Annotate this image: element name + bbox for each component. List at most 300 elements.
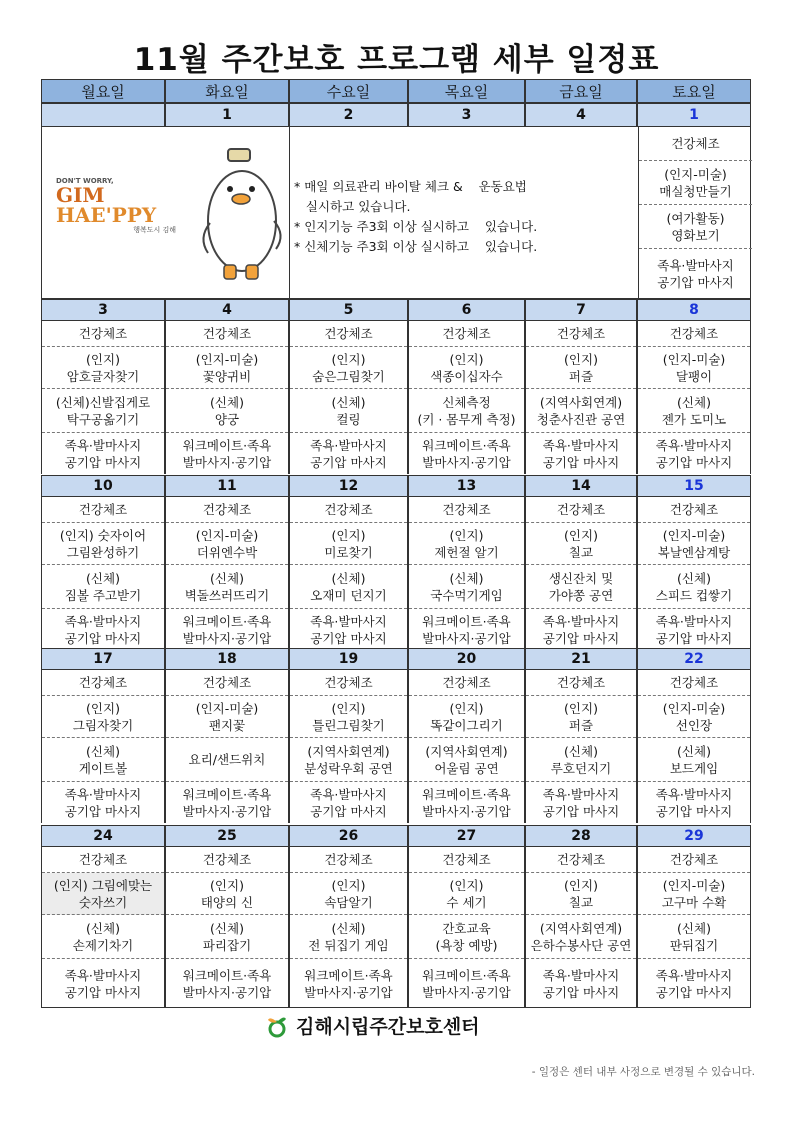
cell-text: 워크메이트·족욕: [422, 967, 511, 983]
cell-text: 워크메이트·족욕: [422, 437, 511, 453]
massage-entry: [638, 609, 750, 650]
exercise-entry: [638, 321, 750, 347]
physical-entry: [409, 915, 524, 959]
cell-text: 공기압 마사지: [310, 454, 387, 470]
cell-text: (인지-미술): [664, 166, 727, 182]
cell-text: (신체): [449, 570, 484, 586]
cognitive-entry: [638, 873, 750, 915]
cell-text: (인지-미술): [195, 700, 259, 716]
cell-text: 발마사지·공기압: [422, 984, 511, 1000]
cell-text: 요리/샌드위치: [188, 752, 266, 767]
cell-text: 건강체조: [202, 675, 252, 690]
cell-text: 틀린그림찾기: [312, 717, 385, 733]
cell-text: 파리잡기: [202, 937, 252, 953]
cognitive-entry: [409, 523, 524, 565]
day-header: 월요일: [41, 79, 165, 103]
cell-text: 제헌절 알기: [434, 544, 499, 560]
cell-text: 고구마 수확: [661, 894, 727, 910]
notes-block: [294, 177, 537, 257]
day-cell: [637, 670, 751, 823]
cell-text: 족욕·발마사지: [542, 967, 620, 983]
cell-text: 발마사지·공기압: [182, 803, 272, 819]
massage-entry: [409, 782, 524, 823]
cell-text: 공기압 마사지: [655, 984, 733, 1000]
massage-entry: [166, 433, 288, 474]
cell-text: 공기압 마사지: [64, 454, 142, 470]
exercise-entry: [409, 497, 524, 523]
cell-text: (지역사회연계): [539, 920, 623, 936]
day-cell: [165, 497, 289, 650]
date-number: 15: [637, 475, 751, 497]
date-number: [41, 103, 165, 127]
cell-text: (신체): [86, 743, 120, 759]
cognitive-entry: [638, 523, 750, 565]
cell-text: 건강체조: [442, 852, 491, 867]
date-number: 2: [289, 103, 408, 127]
cognitive-entry: [638, 696, 750, 738]
cognitive-entry: [42, 873, 164, 915]
cell-text: 퍼즐: [568, 717, 594, 733]
cell-text: (여가활동): [666, 210, 725, 226]
cell-text: (인지-미술): [662, 877, 726, 893]
date-number: 10: [41, 475, 165, 497]
cognitive-entry: [166, 696, 288, 738]
massage-entry: [409, 959, 524, 1008]
day-header: 화요일: [165, 79, 289, 103]
cell-text: 더위엔수박: [196, 544, 258, 560]
cell-text: 오재미 던지기: [310, 587, 387, 603]
massage-entry: [526, 609, 636, 650]
cell-text: 건강체조: [202, 502, 252, 517]
cell-text: 청춘사진관 공연: [536, 411, 626, 427]
physical-entry: [166, 738, 288, 782]
exercise-entry: [290, 321, 407, 347]
cell-text: (인지): [210, 877, 244, 893]
cell-text: 워크메이트·족욕: [182, 437, 272, 453]
exercise-entry: [638, 847, 750, 873]
cell-text: 신체측정: [442, 394, 491, 410]
cell-text: 건강체조: [202, 852, 252, 867]
logo-panel: [42, 127, 290, 298]
physical-entry: [526, 915, 636, 959]
massage-entry: [638, 782, 750, 823]
cell-text: (인지-미술): [662, 527, 726, 543]
cell-text: 가야쫑 공연: [548, 587, 614, 603]
date-number: 26: [289, 825, 408, 847]
massage-entry: [526, 433, 636, 474]
cell-text: 간호교육: [442, 920, 491, 936]
physical-entry: [638, 915, 750, 959]
cell-text: 건강체조: [78, 675, 128, 690]
cognitive-entry: [526, 873, 636, 915]
cell-text: 건강체조: [556, 675, 606, 690]
cognitive-entry: [166, 873, 288, 915]
physical-entry: [42, 915, 164, 959]
physical-entry: [166, 915, 288, 959]
date-number: 4: [525, 103, 637, 127]
cell-text: 건강체조: [202, 326, 252, 341]
day-header: 수요일: [289, 79, 408, 103]
date-number: 3: [408, 103, 525, 127]
physical-entry: [290, 915, 407, 959]
day-cell: [525, 847, 637, 1008]
disclaimer: - 일정은 센터 내부 사정으로 변경될 수 있습니다.: [531, 1066, 755, 1078]
cell-text: (인지-미술): [195, 527, 259, 543]
exercise-entry: [409, 670, 524, 696]
cell-text: (신체): [677, 743, 711, 759]
physical-entry: [409, 738, 524, 782]
cell-text: 건강체조: [556, 852, 606, 867]
exercise-entry: [42, 847, 164, 873]
cell-text: 공기압 마사지: [655, 630, 733, 646]
cognitive-entry: [526, 347, 636, 389]
cell-text: (신체)신발집게로: [55, 394, 151, 410]
note-line: 실시하고 있습니다.: [294, 199, 411, 214]
massage-entry: [166, 959, 288, 1008]
cell-text: 스피드 컵쌓기: [655, 587, 733, 603]
day-cell: [637, 321, 751, 474]
date-number: 29: [637, 825, 751, 847]
cell-text: (인지): [449, 351, 484, 367]
exercise-entry: [166, 497, 288, 523]
cell-text: 컬링: [336, 411, 361, 427]
cell-text: 짐볼 주고받기: [64, 587, 142, 603]
cell-text: (인지): [449, 527, 484, 543]
exercise-entry: [290, 497, 407, 523]
day-cell: [525, 497, 637, 650]
exercise-entry: [166, 321, 288, 347]
cell-text: 족욕·발마사지: [655, 786, 733, 802]
cell-text: (인지): [331, 351, 366, 367]
cell-text: (지역사회연계): [307, 743, 390, 759]
cell-text: 워크메이트·족욕: [182, 967, 272, 983]
cell-text: 선인장: [675, 717, 713, 733]
cell-text: (신체): [210, 570, 244, 586]
cell-text: 족욕·발마사지: [657, 258, 734, 273]
massage-entry: [290, 782, 407, 823]
cell-text: 보드게임: [669, 760, 719, 776]
physical-entry: [526, 738, 636, 782]
cell-text: (신체): [86, 570, 120, 586]
cell-text: 달팽이: [675, 368, 713, 384]
date-number: 1: [165, 103, 289, 127]
day-cell: [41, 321, 165, 474]
date-number: 12: [289, 475, 408, 497]
cell-text: (인지): [86, 700, 120, 716]
date-number: 24: [41, 825, 165, 847]
cell-text: (신체): [331, 570, 366, 586]
date-number: 20: [408, 648, 525, 670]
cell-text: (인지-미술): [195, 351, 259, 367]
cell-text: 루호던지기: [550, 760, 612, 776]
cell-text: 젠가 도미노: [661, 411, 727, 427]
date-number: 6: [408, 299, 525, 321]
cell-text: 건강체조: [669, 326, 719, 341]
physical-entry: [638, 565, 750, 609]
physical-entry: [526, 565, 636, 609]
cell-text: 양궁: [214, 411, 240, 427]
cell-text: 족욕·발마사지: [542, 613, 620, 629]
cell-text: (신체): [86, 920, 120, 936]
day-cell: [289, 670, 408, 823]
logo-subtitle: 행복도시 김해: [133, 226, 176, 234]
physical-entry: [409, 389, 524, 433]
date-number: 27: [408, 825, 525, 847]
cell-text: 공기압 마사지: [310, 630, 387, 646]
note-line: * 매일 의료관리 바이탈 체크 & 운동요법: [294, 179, 527, 194]
cognitive-entry: [166, 523, 288, 565]
cell-text: 건강체조: [324, 502, 373, 517]
cell-text: (인지): [86, 351, 120, 367]
physical-entry: [42, 738, 164, 782]
center-logo: [266, 1012, 480, 1039]
date-number: 1: [637, 103, 751, 127]
cell-text: 족욕·발마사지: [542, 437, 620, 453]
date-number: 4: [165, 299, 289, 321]
cell-text: 발마사지·공기압: [422, 630, 511, 646]
massage-entry: [409, 433, 524, 474]
cell-text: 판뒤집기: [669, 937, 719, 953]
massage-entry: [42, 959, 164, 1008]
cell-text: (인지): [564, 527, 598, 543]
sprout-icon: [266, 1014, 288, 1038]
massage-entry: [290, 433, 407, 474]
cell-text: 공기압 마사지: [310, 803, 387, 819]
date-number: 11: [165, 475, 289, 497]
cell-text: 똑같이그리기: [430, 717, 503, 733]
city-logo: [56, 177, 176, 235]
cell-text: 칠교: [568, 894, 594, 910]
cell-text: 발마사지·공기압: [422, 454, 511, 470]
cell-text: 퍼즐: [568, 368, 594, 384]
cognitive-entry: [42, 347, 164, 389]
cell-text: (인지-미술): [662, 700, 726, 716]
massage-entry: [526, 782, 636, 823]
cell-text: 족욕·발마사지: [64, 613, 142, 629]
day-header: 토요일: [637, 79, 751, 103]
saturday-intro-column: [638, 127, 752, 298]
cell-text: 건강체조: [556, 502, 606, 517]
cell-text: (지역사회연계): [425, 743, 508, 759]
massage-entry: [166, 609, 288, 650]
cell-text: 족욕·발마사지: [310, 786, 387, 802]
cell-text: 태양의 신: [200, 894, 254, 910]
physical-entry: [638, 389, 750, 433]
cell-text: (신체): [564, 743, 598, 759]
exercise-entry: [166, 847, 288, 873]
massage-entry: [42, 433, 164, 474]
cell-text: 건강체조: [671, 136, 720, 151]
cell-text: 공기압 마사지: [64, 984, 142, 1000]
cell-text: 공기압 마사지: [542, 803, 620, 819]
cell-text: 건강체조: [556, 326, 606, 341]
cell-text: 발마사지·공기압: [422, 803, 511, 819]
cell-text: (신체): [677, 394, 711, 410]
cell-text: (인지): [564, 351, 598, 367]
day-cell: [165, 670, 289, 823]
day-cell: [289, 497, 408, 650]
cell-text: 워크메이트·족욕: [422, 613, 511, 629]
note-line: * 인지기능 주3회 이상 실시하고 있습니다.: [294, 219, 538, 234]
cell-text: 건강체조: [324, 326, 373, 341]
cell-text: (신체): [331, 920, 366, 936]
cell-text: 수 세기: [446, 894, 487, 910]
physical-entry: [526, 389, 636, 433]
cell-text: 색종이십자수: [430, 368, 503, 384]
massage-entry: [42, 782, 164, 823]
cognitive-entry: [166, 347, 288, 389]
day-cell: [41, 670, 165, 823]
cell-text: 손제기차기: [72, 937, 134, 953]
cognitive-entry: [638, 347, 750, 389]
exercise-entry: [409, 847, 524, 873]
massage-entry: [638, 959, 750, 1008]
cell-text: 게이트볼: [78, 760, 128, 776]
cell-text: 족욕·발마사지: [310, 437, 387, 453]
cognitive-entry: [290, 347, 407, 389]
cell-text: 건강체조: [442, 326, 491, 341]
physical-entry: [409, 565, 524, 609]
cognitive-entry: [42, 696, 164, 738]
cell-text: 생신잔치 및: [548, 570, 614, 586]
day-cell: [637, 497, 751, 650]
cell-text: 꽃양귀비: [202, 368, 252, 384]
exercise-entry: [638, 497, 750, 523]
date-number: 3: [41, 299, 165, 321]
cell-text: 족욕·발마사지: [310, 613, 387, 629]
cell-text: 건강체조: [78, 326, 128, 341]
exercise-entry: [290, 847, 407, 873]
physical-entry: [638, 738, 750, 782]
day-cell: [637, 847, 751, 1008]
cell-text: (인지): [331, 527, 366, 543]
cell-text: 공기압 마사지: [655, 454, 733, 470]
date-number: 18: [165, 648, 289, 670]
cell-text: 족욕·발마사지: [655, 613, 733, 629]
day-header: 금요일: [525, 79, 637, 103]
exercise-entry: [638, 670, 750, 696]
sat-cognitive: [639, 161, 752, 205]
date-number: 8: [637, 299, 751, 321]
massage-entry: [290, 609, 407, 650]
day-cell: [41, 847, 165, 1008]
physical-entry: [166, 389, 288, 433]
day-cell: [408, 321, 525, 474]
cell-text: 복날엔삼계탕: [657, 544, 731, 560]
cell-text: 발마사지·공기압: [182, 454, 272, 470]
exercise-entry: [526, 497, 636, 523]
logo-tagline: DON'T WORRY,: [56, 177, 114, 185]
massage-entry: [526, 959, 636, 1008]
cell-text: 국수먹기게임: [430, 587, 503, 603]
logo-word-1: GIM: [56, 183, 105, 207]
cell-text: (인지): [564, 877, 598, 893]
cell-text: (키 · 몸무게 측정): [417, 411, 516, 427]
day-cell: [289, 321, 408, 474]
note-line: * 신체기능 주3회 이상 실시하고 있습니다.: [294, 239, 538, 254]
day-cell: [165, 847, 289, 1008]
date-number: 13: [408, 475, 525, 497]
cell-text: (신체): [677, 570, 711, 586]
cell-text: 발마사지·공기압: [182, 984, 272, 1000]
center-name: 김해시립주간보호센터: [296, 1016, 480, 1038]
sat-exercise: [639, 127, 752, 161]
cell-text: 발마사지·공기압: [182, 630, 272, 646]
exercise-entry: [526, 321, 636, 347]
cell-text: (신체): [331, 394, 366, 410]
day-cell: [525, 321, 637, 474]
physical-entry: [290, 565, 407, 609]
date-number: 5: [289, 299, 408, 321]
cell-text: (지역사회연계): [539, 394, 623, 410]
day-cell: [408, 670, 525, 823]
sat-massage: [639, 249, 752, 299]
cell-text: (신체): [210, 920, 244, 936]
cell-text: 건강체조: [324, 852, 373, 867]
cell-text: 공기압 마사지: [655, 803, 733, 819]
cell-text: 족욕·발마사지: [64, 967, 142, 983]
cell-text: 그림자찾기: [72, 717, 134, 733]
cell-text: 건강체조: [669, 675, 719, 690]
cognitive-entry: [526, 696, 636, 738]
date-number: 17: [41, 648, 165, 670]
physical-entry: [166, 565, 288, 609]
cell-text: (인지-미술): [662, 351, 726, 367]
date-number: 22: [637, 648, 751, 670]
cell-text: 칠교: [568, 544, 594, 560]
date-number: 14: [525, 475, 637, 497]
day-header: 목요일: [408, 79, 525, 103]
cell-text: (신체): [210, 394, 244, 410]
massage-entry: [42, 609, 164, 650]
cell-text: 족욕·발마사지: [64, 437, 142, 453]
cell-text: 벽돌쓰러뜨리기: [184, 587, 270, 603]
cell-text: 워크메이트·족욕: [422, 786, 511, 802]
cell-text: 건강체조: [669, 852, 719, 867]
cell-text: 그림완성하기: [66, 544, 140, 560]
cell-text: 족욕·발마사지: [655, 967, 733, 983]
cell-text: 미로찾기: [324, 544, 373, 560]
date-number: 25: [165, 825, 289, 847]
cell-text: 숫자쓰기: [78, 894, 128, 910]
duck-mascot-icon: [190, 143, 290, 283]
massage-entry: [290, 959, 407, 1008]
massage-entry: [638, 433, 750, 474]
date-number: 28: [525, 825, 637, 847]
page-title: 11월 주간보호 프로그램 세부 일정표: [133, 42, 660, 78]
exercise-entry: [42, 670, 164, 696]
cell-text: 속담알기: [324, 894, 373, 910]
massage-entry: [409, 609, 524, 650]
cell-text: 매실청만들기: [659, 183, 732, 199]
cell-text: (인지): [564, 700, 598, 716]
cell-text: 분성락우회 공연: [304, 760, 393, 776]
cell-text: 건강체조: [442, 675, 491, 690]
cognitive-entry: [290, 873, 407, 915]
date-number: 7: [525, 299, 637, 321]
cell-text: 숨은그림찾기: [312, 368, 385, 384]
cognitive-entry: [526, 523, 636, 565]
cell-text: (인지): [449, 877, 484, 893]
exercise-entry: [526, 847, 636, 873]
cell-text: 은하수봉사단 공연: [530, 937, 632, 953]
cell-text: (욕창 예방): [435, 937, 498, 953]
cell-text: 워크메이트·족욕: [182, 786, 272, 802]
cell-text: 어울림 공연: [434, 760, 499, 776]
physical-entry: [290, 389, 407, 433]
cell-text: 족욕·발마사지: [655, 437, 733, 453]
cell-text: 건강체조: [669, 502, 719, 517]
